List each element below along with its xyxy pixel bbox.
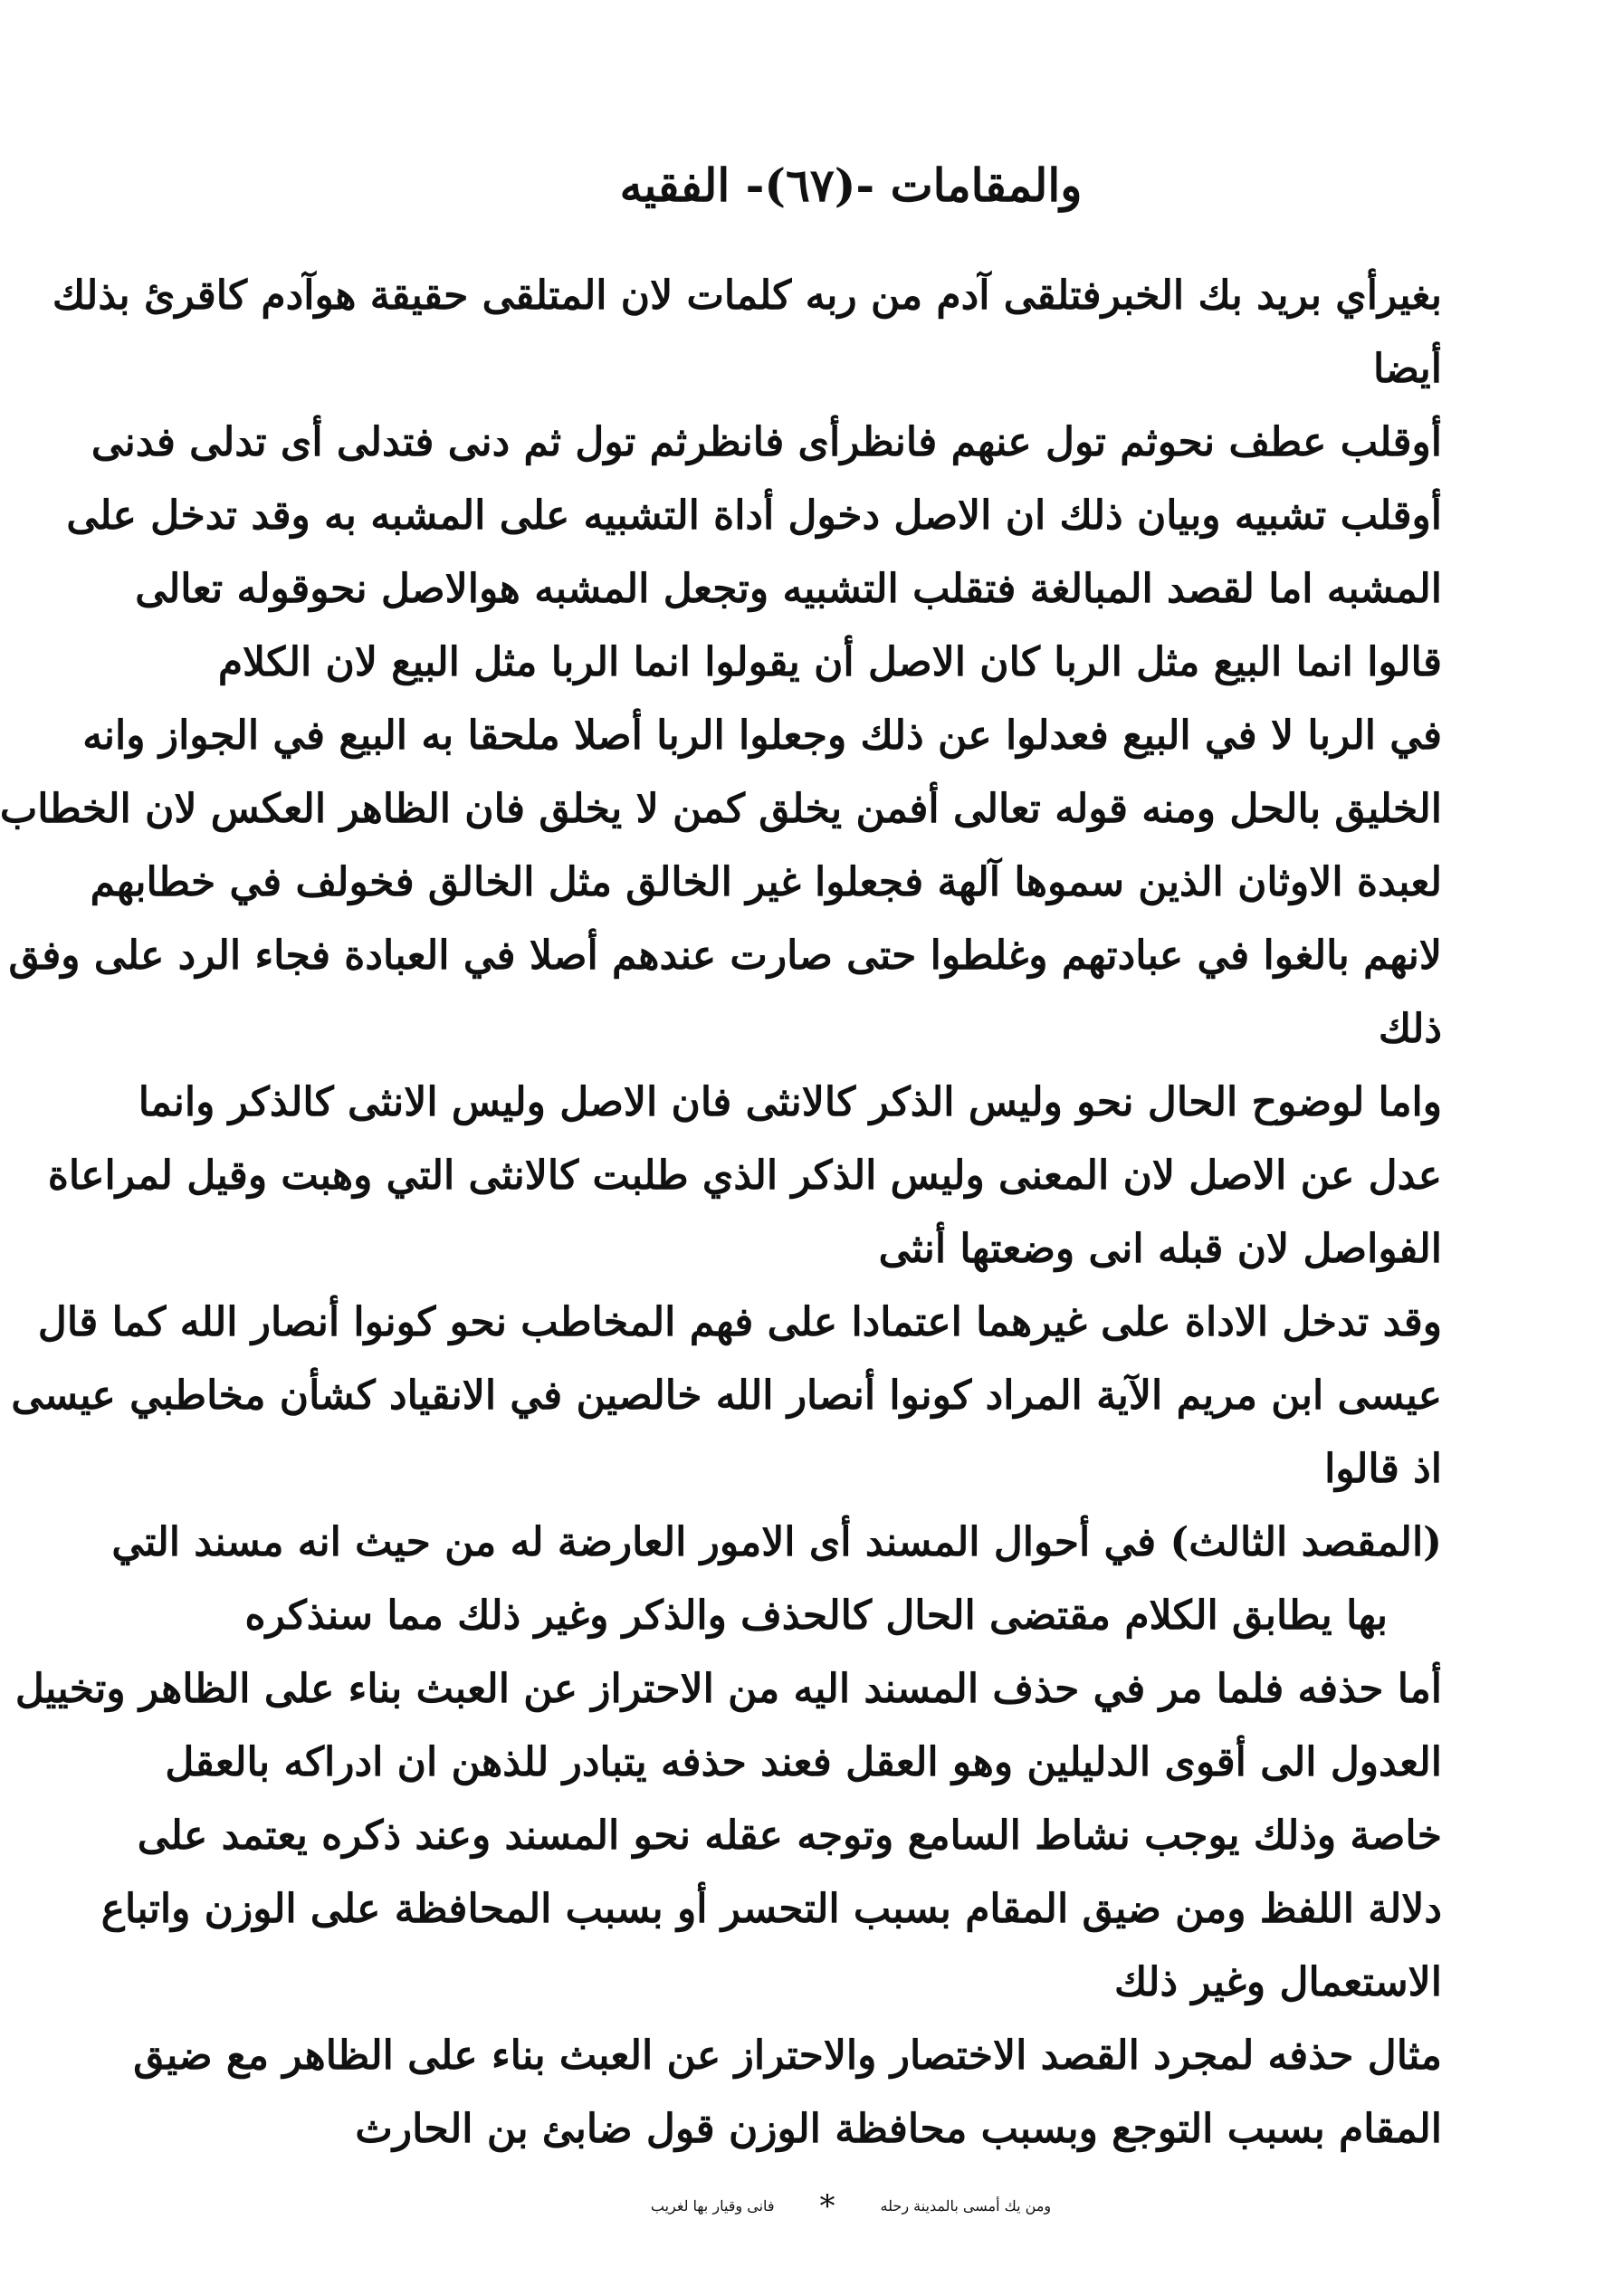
text-line: الخليق بالحل ومنه قوله تعالى أفمن يخلق كمن لا يخلق فان الظاهر العكس لان الخطاب (0, 786, 1442, 832)
text-line: أيضا (1372, 346, 1442, 392)
text-line: واما لوضوح الحال نحو وليس الذكر كالانثى فان الاصل وليس الانثى كالذكر وانما (138, 1079, 1442, 1125)
text-line: بها يطابق الكلام مقتضى الحال كالحذف والذكر وغير ذلك مما سنذكره (244, 1593, 1388, 1639)
text-line: اذ قالوا (1324, 1446, 1442, 1492)
poetry-verse (260, 2166, 1442, 2247)
text-line: دلالة اللفظ ومن ضيق المقام بسبب التحسر أو بسبب المحافظة على الوزن واتباع (100, 1886, 1442, 1932)
text-line: في الربا لا في البيع فعدلوا عن ذلك وجعلوا الربا أصلا ملحقا به البيع في الجواز وانه (82, 713, 1442, 759)
body-text (0, 259, 1442, 2166)
text-line: خاصة وذلك يوجب نشاط السامع وتوجه عقله نحو المسند وعند ذكره يعتمد على (137, 1813, 1442, 1859)
text-line: لعبدة الاوثان الذين سموها آلهة فجعلوا غير الخالق مثل الخالق فخولف في خطابهم (90, 859, 1442, 905)
text-line: لانهم بالغوا في عبادتهم وغلطوا حتى صارت عندهم أصلا في العبادة فجاء الرد على وفق (8, 933, 1442, 979)
text-line: أما حذفه فلما مر في حذف المسند اليه من الاحتراز عن العبث بناء على الظاهر وتخييل (14, 1666, 1442, 1712)
text-line: عيسى ابن مريم الآية المراد كونوا أنصار الله خالصين في الانقياد كشأن مخاطبي عيسى (11, 1373, 1442, 1419)
verse-separator: * (819, 2188, 835, 2224)
text-line: مثال حذفه لمجرد القصد الاختصار والاحتراز عن العبث بناء على الظاهر مع ضيق (133, 2033, 1442, 2079)
text-line: العدول الى أقوى الدليلين وهو العقل فعند حذفه يتبادر للذهن ان ادراكه بالعقل (165, 1739, 1442, 1785)
verse-second-hemistich: فانى وقيار بها لغريب (650, 2197, 775, 2215)
verse-first-hemistich: ومن يك أمسى بالمدينة رحله (880, 2197, 1052, 2215)
text-line: (المقصد الثالث) في أحوال المسند أى الامور العارضة له من حيث انه مسند التي (111, 1519, 1442, 1565)
text-line: المشبه اما لقصد المبالغة فتقلب التشبيه وتجعل المشبه هوالاصل نحوقوله تعالى (135, 566, 1442, 612)
text-line: ذلك (1378, 1006, 1442, 1052)
text-line: الفواصل لان قبله انى وضعتها أنثى (878, 1226, 1442, 1272)
text-line: الاستعمال وغير ذلك (1113, 1959, 1442, 2005)
text-line: أوقلب تشبيه وبيان ذلك ان الاصل دخول أداة التشبيه على المشبه به وقد تدخل على (66, 493, 1442, 539)
text-line: عدل عن الاصل لان المعنى وليس الذكر الذي طلبت كالانثى التي وهبت وقيل لمراعاة (47, 1153, 1442, 1199)
text-line: المقام بسبب التوجع وبسبب محافظة الوزن قول ضابئ بن الحارث (355, 2106, 1442, 2152)
text-line: بغيرأي بريد بك الخبرفتلقى آدم من ربه كلمات لان المتلقى حقيقة هوآدم كاقرئ بذلك (52, 273, 1442, 319)
text-line: أوقلب عطف نحوثم تول عنهم فانظرأى فانظرثم تول ثم دنى فتدلى أى تدلى فدنى (91, 419, 1442, 465)
text-line: قالوا انما البيع مثل الربا كان الاصل أن يقولوا انما الربا مثل البيع لان الكلام (217, 639, 1442, 685)
page-header: والمقامات -(٦٧)- الفقيه (619, 158, 1083, 212)
text-line: وقد تدخل الاداة على غيرهما اعتمادا على فهم المخاطب نحو كونوا أنصار الله كما قال (37, 1299, 1442, 1345)
